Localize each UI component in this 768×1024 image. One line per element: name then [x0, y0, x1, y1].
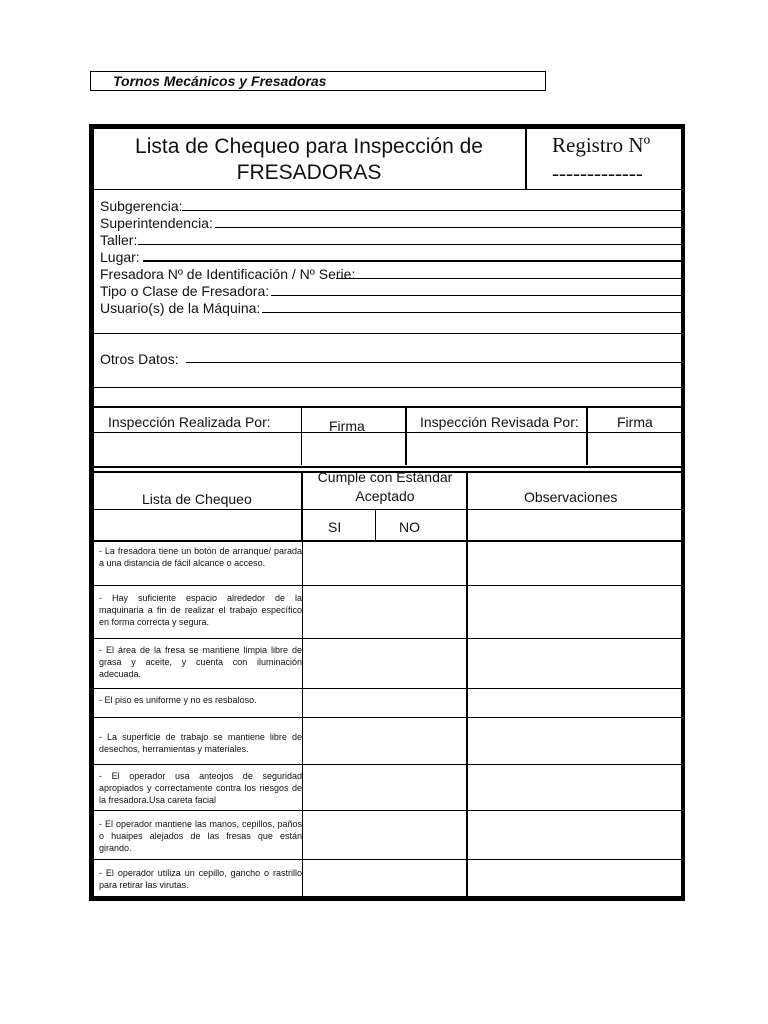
field-superintendencia-label: Superintendencia:	[100, 215, 213, 231]
row-line	[94, 717, 681, 718]
field-taller-label: Taller:	[100, 232, 138, 248]
checklist-item: - El operador utiliza un cepillo, gancho o rastrillo para retirar las virutas.	[99, 868, 302, 890]
table-header-divider-1	[301, 472, 303, 540]
title-divider	[525, 129, 527, 189]
separator-line-2	[94, 387, 681, 388]
document-header	[90, 71, 546, 91]
inspection-form	[89, 124, 685, 901]
table-header-divider-si-no	[375, 510, 376, 540]
inspeccion-revisada-label: Inspección Revisada Por:	[420, 414, 579, 430]
field-fresadora-id-label: Fresadora Nº de Identificación / Nº Serie:	[100, 266, 356, 282]
col-si: SI	[328, 519, 342, 535]
firma-label-2: Firma	[617, 414, 653, 430]
table-body-divider-1	[302, 542, 303, 901]
checklist-item: - El área de la fresa se mantiene limpia libre de grasa y aceite, y cuenta con iluminación adecuada.	[99, 645, 302, 679]
col-lista-de-chequeo: Lista de Chequeo	[142, 491, 252, 507]
table-header-divider-2	[466, 472, 468, 540]
signature-cell-realizada[interactable]	[94, 433, 301, 465]
table-header-mid-line	[94, 509, 681, 510]
signature-top-line	[94, 406, 681, 408]
field-tipo-line[interactable]	[271, 295, 681, 296]
field-usuarios-line[interactable]	[262, 312, 681, 313]
table-header-bottom-line	[94, 540, 681, 542]
row-line	[94, 764, 681, 765]
separator-line	[94, 333, 681, 334]
field-usuarios-label: Usuario(s) de la Máquina:	[100, 300, 261, 316]
form-title-line2: FRESADORAS	[236, 161, 382, 184]
field-fresadora-id-line[interactable]	[336, 278, 681, 279]
registro-label: Registro Nº	[552, 133, 651, 157]
row-line	[94, 810, 681, 811]
col-cumple-estandar: Cumple con Estándar Aceptado	[317, 469, 453, 504]
checklist-item: - El operador mantiene las manos, cepillos, paños o huaipes alejados de las fresas que están girando.	[99, 819, 302, 853]
checklist-item: - El operador usa anteojos de seguridad apropiados y correctamente contra los riesgos de la fresadora.Usa careta facial	[99, 771, 302, 805]
inspeccion-realizada-label: Inspección Realizada Por:	[108, 414, 271, 430]
row-line	[94, 859, 681, 860]
signature-cell-revisada[interactable]	[407, 433, 586, 465]
field-otros-label: Otros Datos:	[100, 351, 179, 367]
signature-cell-firma-2[interactable]	[588, 433, 681, 465]
checklist-item: - El piso es uniforme y no es resbaloso.	[99, 695, 257, 705]
checklist-item: - La superficie de trabajo se mantiene libre de desechos, herramientas y materiales.	[99, 732, 302, 754]
field-otros-line[interactable]	[186, 362, 681, 363]
field-superintendencia-line[interactable]	[215, 227, 681, 228]
field-subgerencia-line[interactable]	[182, 210, 681, 211]
field-lugar-label: Lugar:	[100, 249, 140, 265]
signature-cell-firma-1[interactable]	[302, 433, 405, 465]
document-header-title: Tornos Mecánicos y Fresadoras	[113, 73, 327, 89]
firma-label-1: Firma	[329, 418, 365, 434]
registro-value: -------------	[552, 161, 643, 185]
field-lugar-line[interactable]	[143, 260, 681, 262]
field-taller-line[interactable]	[138, 244, 681, 245]
row-line	[94, 585, 681, 586]
col-no: NO	[399, 519, 420, 535]
field-tipo-label: Tipo o Clase de Fresadora:	[100, 283, 270, 299]
form-title-line1: Lista de Chequeo para Inspección de	[135, 135, 483, 158]
row-line	[94, 688, 681, 689]
field-subgerencia-label: Subgerencia:	[100, 198, 183, 214]
checklist-item: - Hay suficiente espacio alrededor de la maquinaria a fin de realizar el trabajo específico en forma correcta y segura.	[99, 593, 302, 627]
checklist-item: - La fresadora tiene un botón de arranque/ parada a una distancia de fácil alcance o acceso.	[99, 546, 302, 568]
row-line	[94, 638, 681, 639]
col-observaciones: Observaciones	[524, 489, 618, 505]
title-bottom-line	[94, 189, 681, 190]
table-body-divider-2	[466, 542, 468, 901]
